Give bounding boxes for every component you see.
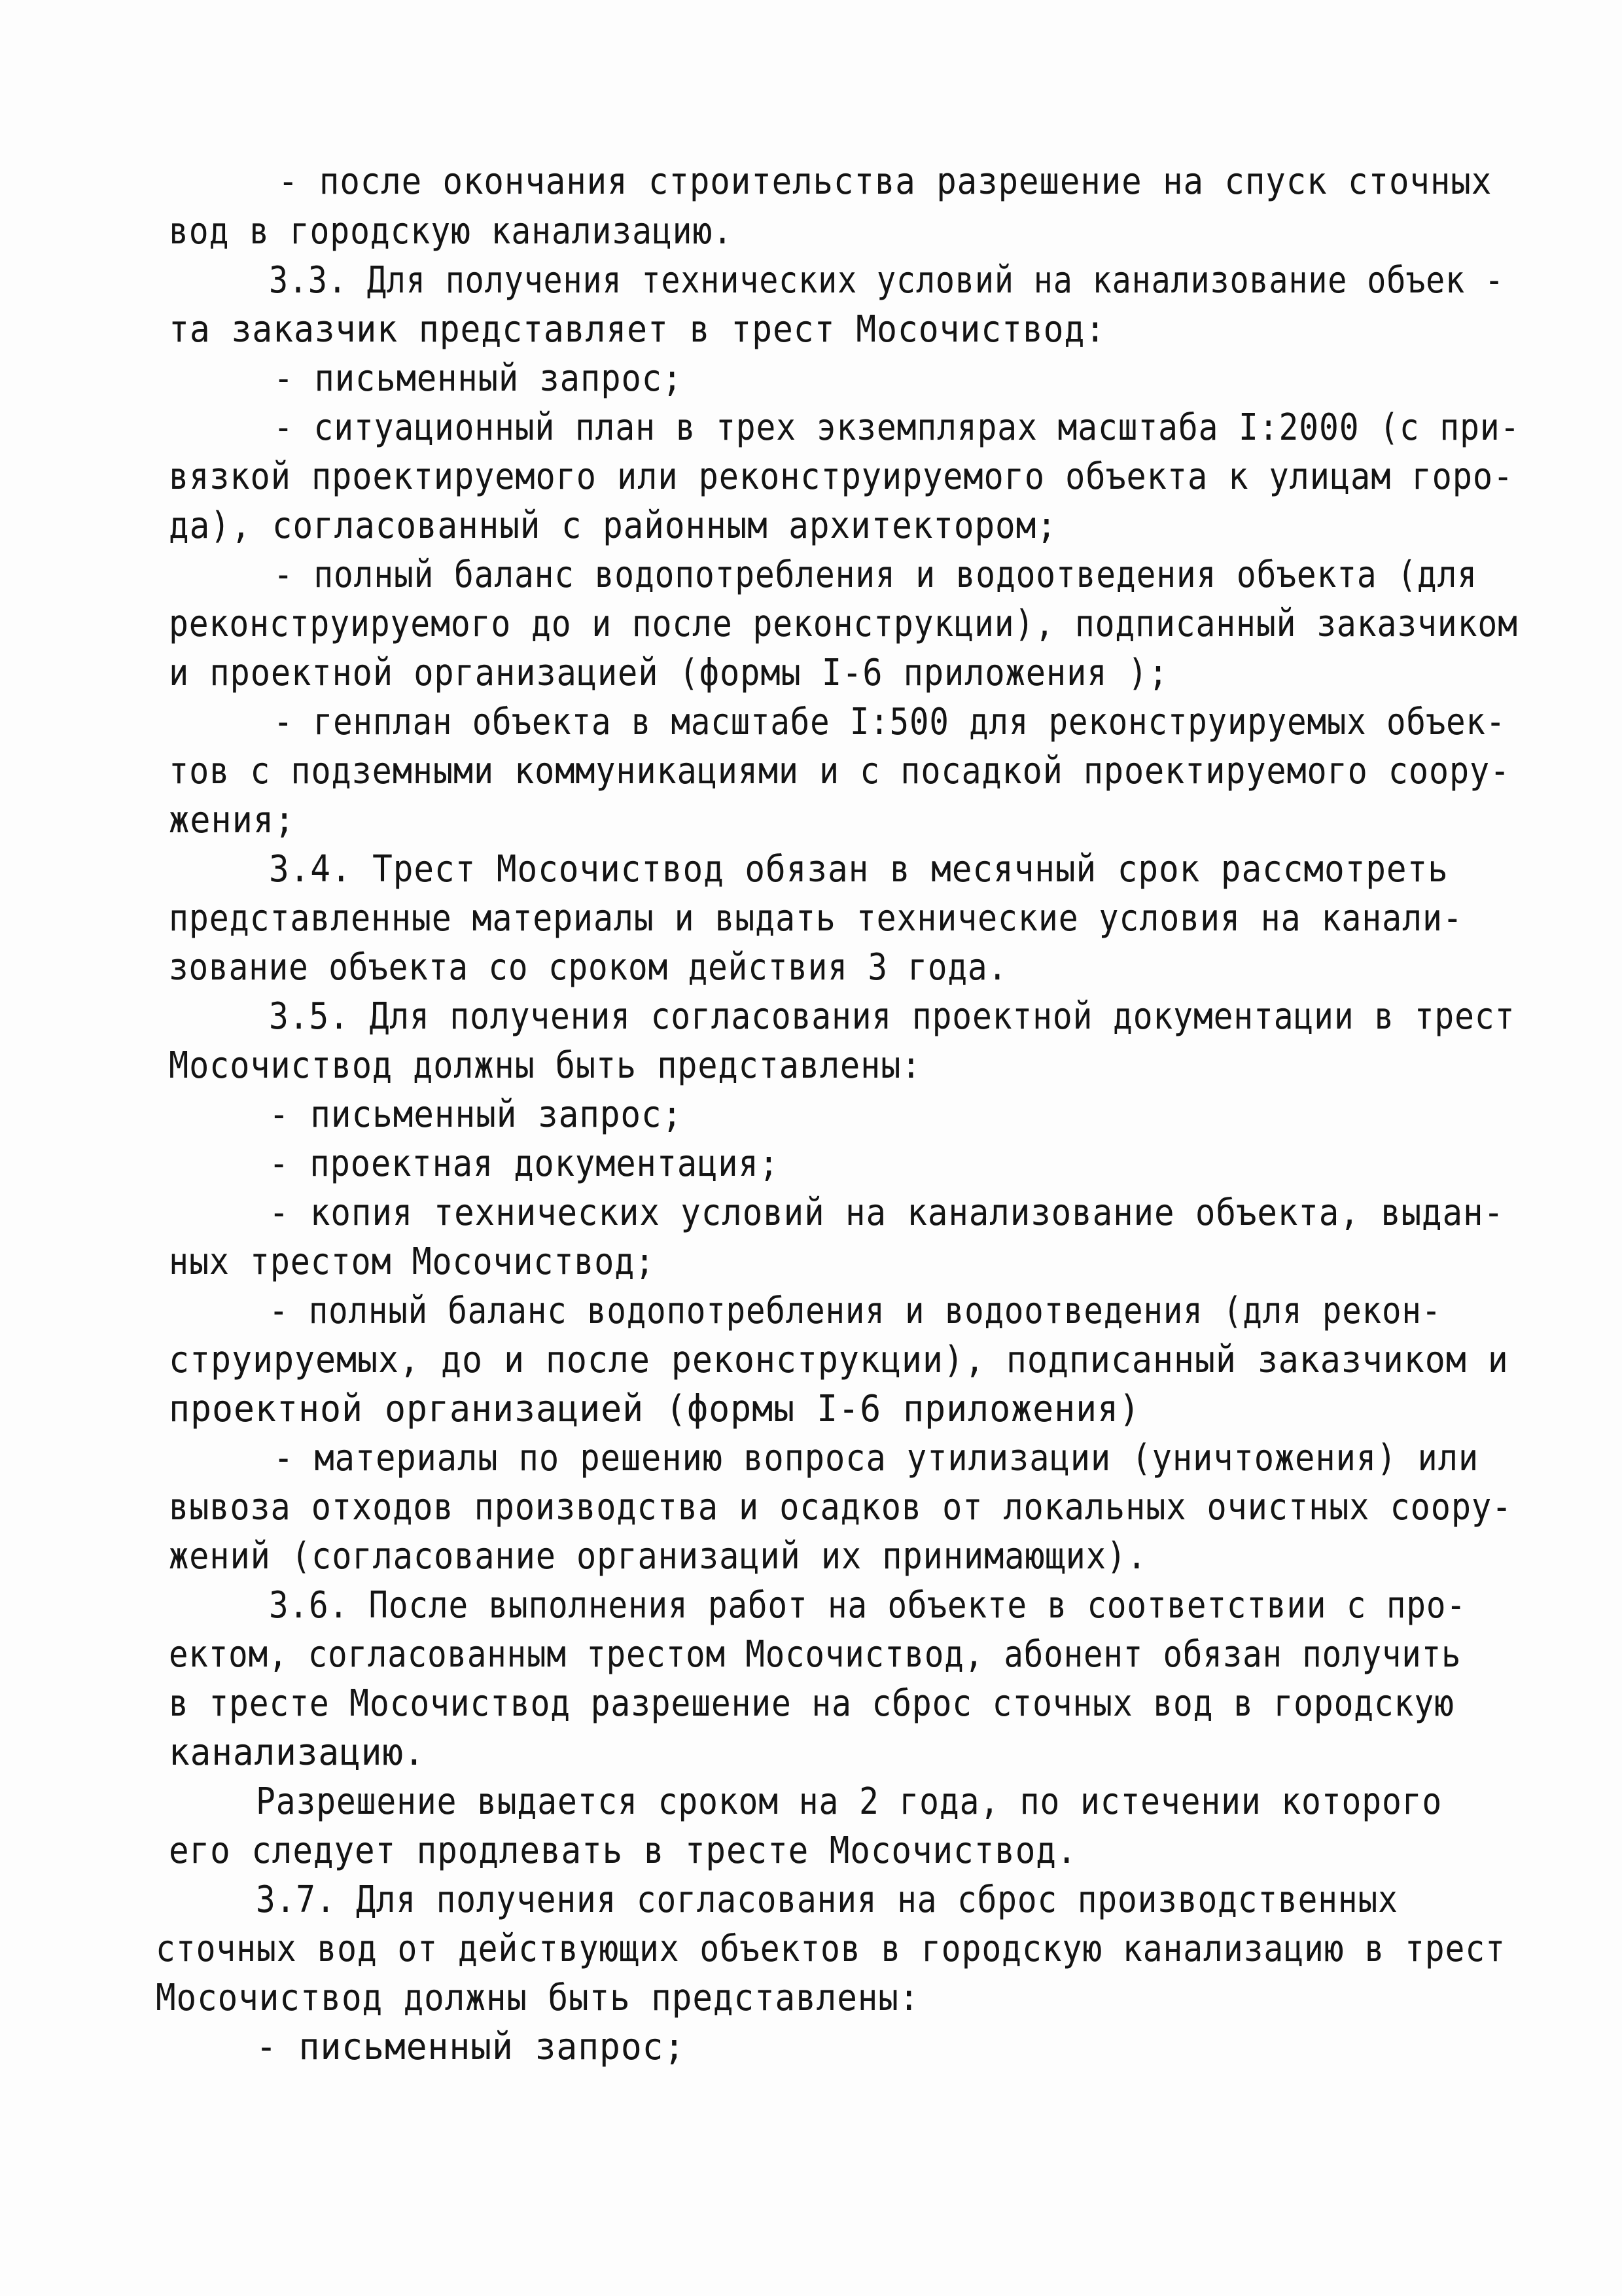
text-line: 3.5. Для получения согласования проектной документации в трест xyxy=(269,995,1515,1038)
text-line: вод в городскую канализацию. xyxy=(169,210,733,253)
text-line: Мосочиствод должны быть представлены: xyxy=(169,1044,922,1087)
text-line: - письменный запрос; xyxy=(256,2026,686,2068)
text-line: - материалы по решению вопроса утилизации (уничтожения) или xyxy=(273,1437,1479,1479)
text-line: да), согласованный с районным архитектором; xyxy=(169,504,1057,547)
text-line: жения; xyxy=(169,799,296,841)
text-line: - письменный запрос; xyxy=(273,357,683,400)
text-line: и проектной организацией (формы I-6 приложения ); xyxy=(169,652,1169,694)
text-line: реконструируемого до и после реконструкции), подписанный заказчиком xyxy=(169,603,1518,645)
text-line: зование объекта со сроком действия 3 года. xyxy=(169,946,1008,989)
text-line: ных трестом Мосочиствод; xyxy=(169,1241,656,1283)
text-line: - полный баланс водопотребления и водоотведения объекта (для xyxy=(273,554,1477,596)
text-line: вывоза отходов производства и осадков от локальных очистных соору- xyxy=(169,1486,1513,1528)
text-line: жений (согласование организаций их принимающих). xyxy=(169,1535,1148,1578)
text-line: Мосочиствод должны быть представлены: xyxy=(156,1977,920,2019)
text-line: его следует продлевать в тресте Мосочиствод. xyxy=(169,1829,1078,1872)
text-line: - генплан объекта в масштабе I:500 для реконструируемых объек- xyxy=(273,701,1506,743)
text-line: Разрешение выдается сроком на 2 года, по истечении которого xyxy=(256,1780,1443,1823)
text-line: канализацию. xyxy=(169,1731,425,1774)
text-line: тов с подземными коммуникациями и с посадкой проектируемого соору- xyxy=(169,750,1511,792)
text-line: - полный баланс водопотребления и водоотведения (для рекон- xyxy=(269,1290,1442,1332)
text-line: проектной организацией (формы I-6 приложения) xyxy=(169,1388,1141,1430)
text-line: ектом, согласованным трестом Мосочиствод, абонент обязан получить xyxy=(169,1633,1462,1676)
text-line: 3.3. Для получения технических условий на канализование объек - xyxy=(269,259,1505,302)
text-line: - ситуационный план в трех экземплярах масштаба I:2000 (с при- xyxy=(273,406,1521,449)
text-line: - копия технических условий на канализование объекта, выдан- xyxy=(269,1192,1504,1234)
text-line: 3.4. Трест Мосочиствод обязан в месячный срок рассмотреть xyxy=(269,848,1449,891)
text-line: в тресте Мосочиствод разрешение на сброс сточных вод в городскую xyxy=(169,1682,1455,1725)
text-line: представленные материалы и выдать технические условия на канали- xyxy=(169,897,1463,940)
text-line: - проектная документация; xyxy=(269,1142,779,1185)
text-line: вязкой проектируемого или реконструируемого объекта к улицам горо- xyxy=(169,455,1514,498)
text-line: 3.7. Для получения согласования на сброс производственных xyxy=(256,1879,1398,1921)
text-line: струируемых, до и после реконструкции), подписанный заказчиком и xyxy=(169,1339,1509,1381)
text-line: та заказчик представляет в трест Мосочиствод: xyxy=(169,308,1106,351)
text-line: сточных вод от действующих объектов в городскую канализацию в трест xyxy=(156,1928,1506,1970)
text-line: - после окончания строительства разрешение на спуск сточных xyxy=(278,160,1492,203)
text-line: 3.6. После выполнения работ на объекте в соответствии с про- xyxy=(269,1584,1466,1627)
text-line: - письменный запрос; xyxy=(269,1093,683,1136)
